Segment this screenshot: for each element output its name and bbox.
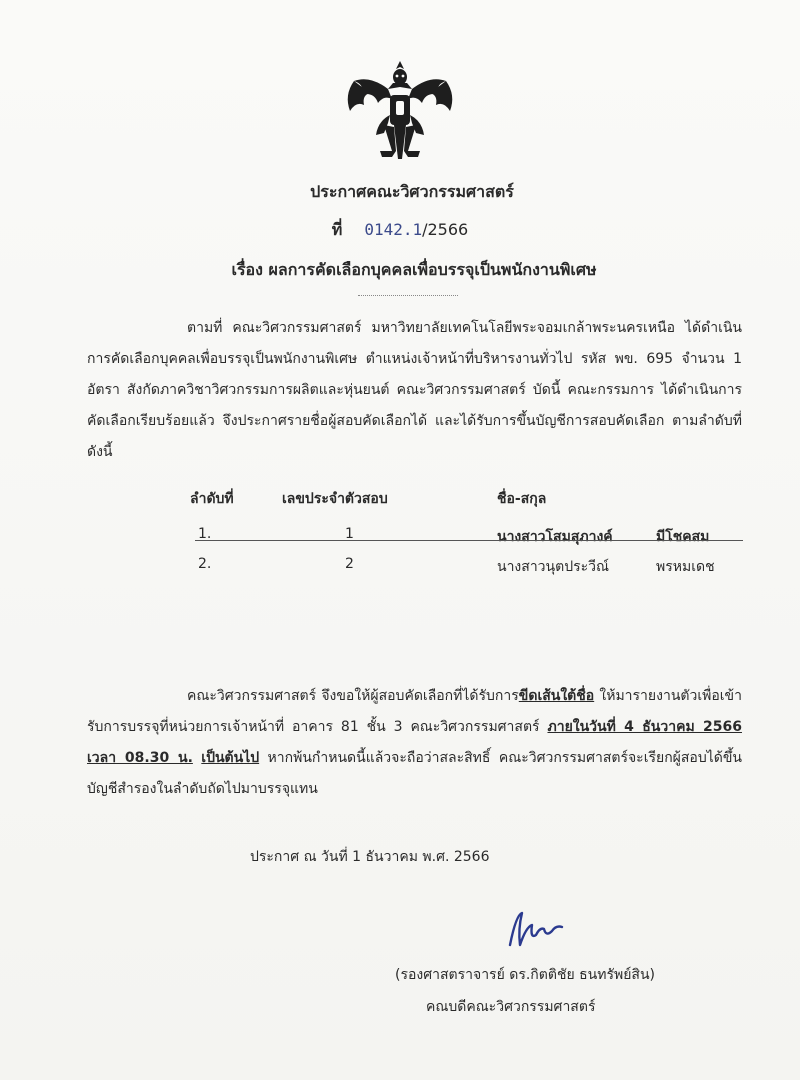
instructions-deadline: ภายในวันที่ 4 ธันวาคม 2566 เวลา 08.30 น. [87,719,742,766]
garuda-emblem [340,55,460,165]
signature [500,905,570,955]
header-exam-id: เลขประจำตัวสอบ [282,491,388,507]
instructions-part-a: คณะวิศวกรรมศาสตร์ จึงขอให้ผู้สอบคัดเลือกที่ได้รับการ [187,688,519,704]
instructions-part-b: ให้มารายงานตัวเพื่อเข้ารับการบรรจุที่หน่วยการเจ้าหน้าที่ อาคาร 81 ชั้น 3 คณะวิศวกรรมศาสตร์ [87,688,742,735]
paragraph-intro-text: ตามที่ คณะวิศวกรรมศาสตร์ มหาวิทยาลัยเทคโนโลยีพระจอมเกล้าพระนครเหนือ ได้ดำเนินการคัดเลือกบุคคลเพื่อบรรจุเป็นพนักงานพิเศษ ตำแหน่งเจ้าหน้าที่บริหารงานทั่วไป รหัส พข. 695 จำนวน 1 อัตรา สังกัดภาควิชาวิศวกรรมการผลิตและหุ่นยนต์ คณะวิศวกรรมศาสตร์ บัดนี้ คณะกรรมการ ได้ดำเนินการคัดเลือกเรียบร้อยแล้ว จึงประกาศรายชื่อผู้สอบคัดเลือกได้ และได้รับการขึ้นบัญชีการสอบคัดเลือก ตามลำดับที่ ดังนี้ [87,320,742,460]
row-2-first-name: นางสาวนุตประวีณ์ [497,559,609,575]
paragraph-intro [87,313,742,468]
announcement-date: ประกาศ ณ วันที่ 1 ธันวาคม พ.ศ. 2566 [250,849,490,865]
signer-name: (รองศาสตราจารย์ ดร.กิตติชัย ธนทรัพย์สิน) [395,967,655,983]
row-1-last-name: มีโชคสม [656,529,710,545]
announcement-subject: เรื่อง ผลการคัดเลือกบุคคลเพื่อบรรจุเป็นพนักงานพิเศษ [231,260,597,279]
signer-position: คณบดีคณะวิศวกรรมศาสตร์ [426,999,596,1015]
row-2-exam-id: 2 [345,556,354,572]
instructions-part-d: หากพ้นกำหนดนี้แล้วจะถือว่าสละสิทธิ์ คณะวิศวกรรมศาสตร์จะเรียกผู้สอบได้ขึ้นบัญชีสำรองในลำดับถัดไปมาบรรจุแทน [87,750,742,797]
announcement-title: ประกาศคณะวิศวกรรมศาสตร์ [310,182,514,201]
instructions-onwards: เป็นต้นไป [201,750,260,766]
header-order: ลำดับที่ [190,491,234,507]
row-2-order: 2. [198,556,212,572]
instructions-emphasis-underline: ขีดเส้นใต้ชื่อ [518,688,595,704]
number-handwritten: 0142.1 [364,220,423,239]
row-2-last-name: พรหมเดช [656,559,715,575]
row-1-order: 1. [198,526,212,542]
paragraph-instructions [87,681,742,805]
header-name: ชื่อ-สกุล [497,491,547,507]
announcement-number [0,218,800,243]
selected-row-underline [195,540,743,541]
paragraph-instructions-text [87,681,742,805]
row-1-first-name: นางสาวโสมสุภางค์ [497,529,613,545]
number-year: /2566 [422,220,469,239]
row-1-exam-id: 1 [345,526,354,542]
number-label: ที่ [331,220,343,239]
dotted-divider [358,295,458,296]
